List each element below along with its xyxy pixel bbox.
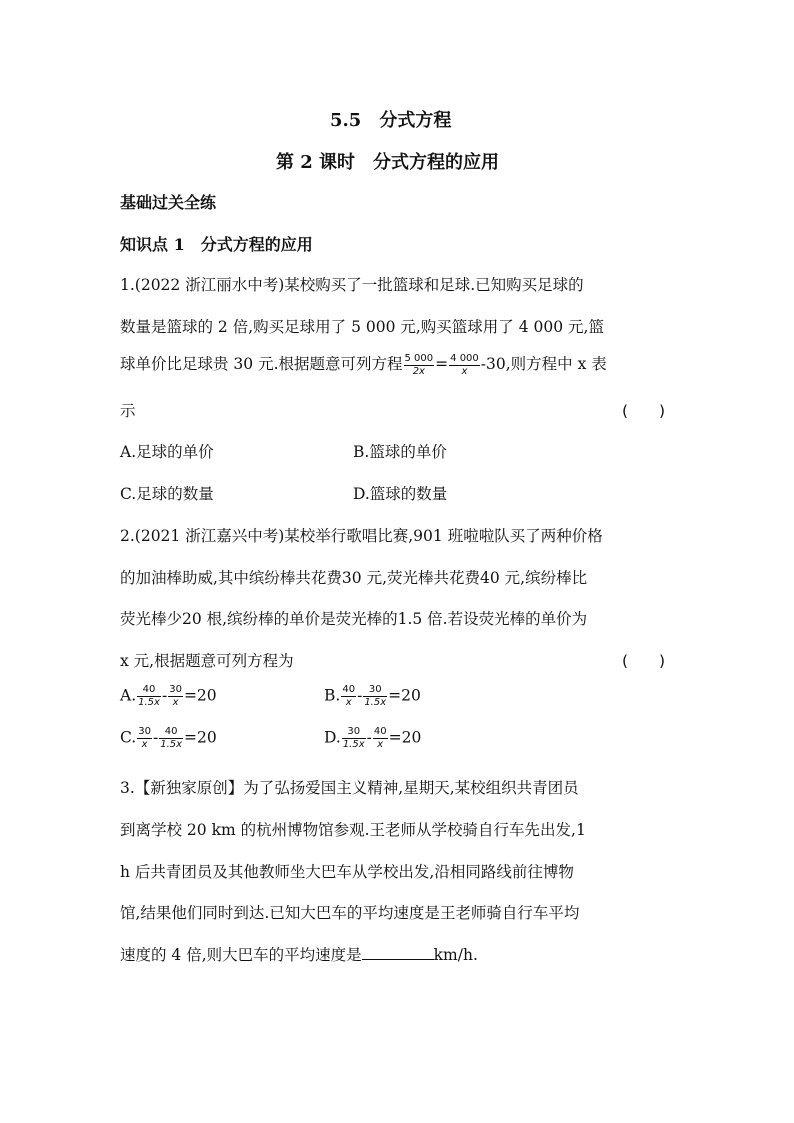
- numerator: 30: [138, 726, 151, 737]
- q2-line-2: 的加油棒助威,其中缤纷棒共花费30 元,荧光棒共花费40 元,缤纷棒比: [120, 569, 588, 587]
- minus-sign: -: [161, 686, 168, 705]
- denominator: 1.5x: [160, 739, 183, 750]
- q1-frac1-denominator: 2x: [412, 365, 425, 377]
- q3-line-5: [120, 943, 478, 965]
- q1-equals: =: [435, 355, 449, 373]
- minus-sign: -: [366, 728, 372, 747]
- denominator: x: [345, 697, 352, 708]
- q1-option-a: A.足球的单价: [120, 443, 214, 461]
- right-hand-side: =20: [184, 728, 217, 747]
- q3-line-4: 馆,结果他们同时到达.已知大巴车的平均速度是王老师骑自行车平均: [120, 904, 580, 922]
- q2-option-d: [324, 726, 421, 751]
- q2-option-b-frac-2: [363, 684, 387, 709]
- q2-option-d-label: D.: [324, 728, 341, 747]
- denominator: 1.5x: [138, 697, 160, 708]
- q1-frac2-numerator: 4 000: [450, 352, 479, 364]
- q1-fraction-2: [449, 353, 480, 378]
- q2-option-a-frac-1: [137, 684, 161, 709]
- denominator: 1.5x: [364, 697, 387, 708]
- numerator: 40: [342, 684, 356, 695]
- q2-option-c-label: C.: [120, 728, 137, 747]
- q2-option-b: [324, 684, 421, 709]
- knowledge-point-title: 知识点 1 分式方程的应用: [120, 235, 313, 254]
- q1-fraction-1: [404, 353, 435, 378]
- q1-line-2: 数量是篮球的 2 倍,购买足球用了 5 000 元,购买篮球用了 4 000 元,篮: [120, 318, 604, 336]
- q1-line-3: [120, 352, 607, 378]
- q2-option-a: [120, 684, 217, 709]
- numerator: 30: [363, 684, 387, 697]
- q1-line-1: 1.(2022 浙江丽水中考)某校购买了一批篮球和足球.已知购买足球的: [120, 276, 584, 294]
- lesson-title: 第 2 课时 分式方程的应用: [276, 152, 500, 173]
- q2-option-b-label: B.: [324, 686, 341, 705]
- q2-option-a-frac-2: [168, 684, 183, 709]
- q3-line-5-prefix: 速度的 4 倍,则大巴车的平均速度是: [120, 946, 362, 964]
- numerator: 30: [342, 726, 366, 739]
- q2-answer-paren: ( ): [622, 652, 666, 670]
- q1-line-3-suffix: -30,则方程中 x 表: [480, 355, 607, 373]
- q2-line-4: x 元,根据题意可列方程为: [120, 652, 294, 670]
- q2-option-d-frac-2: [373, 726, 388, 751]
- minus-sign: -: [152, 728, 159, 747]
- q2-option-b-frac-1: [341, 684, 356, 709]
- right-hand-side: =20: [388, 686, 421, 705]
- q1-line-4: 示: [120, 402, 136, 420]
- q2-option-c: [120, 726, 217, 751]
- numerator: 30: [169, 684, 182, 695]
- q2-line-3: 荧光棒少20 根,缤纷棒的单价是荧光棒的1.5 倍.若设荧光棒的单价为: [120, 610, 588, 628]
- denominator: x: [377, 739, 384, 750]
- denominator: x: [141, 739, 148, 750]
- q3-line-5-suffix: km/h.: [433, 946, 478, 964]
- section-title: 5.5 分式方程: [330, 110, 452, 131]
- q1-frac2-denominator: x: [461, 365, 468, 377]
- q1-option-b: B.篮球的单价: [353, 443, 447, 461]
- q2-option-c-frac-1: [137, 726, 152, 751]
- right-hand-side: =20: [183, 686, 217, 705]
- q2-option-c-frac-2: [159, 726, 183, 751]
- denominator: x: [172, 697, 179, 708]
- q1-line-3-prefix: 球单价比足球贵 30 元.根据题意可列方程: [120, 355, 403, 373]
- q1-answer-paren: ( ): [622, 402, 666, 420]
- q3-line-2: 到离学校 20 km 的杭州博物馆参观.王老师从学校骑自行车先出发,1: [120, 821, 586, 839]
- q1-frac1-numerator: 5 000: [404, 352, 434, 364]
- q2-line-1: 2.(2021 浙江嘉兴中考)某校举行歌唱比赛,901 班啦啦队买了两种价格: [120, 527, 603, 545]
- numerator: 40: [159, 726, 183, 739]
- minus-sign: -: [357, 686, 363, 705]
- practice-label: 基础过关全练: [120, 193, 217, 212]
- q3-line-3: h 后共青团员及其他教师坐大巴车从学校出发,沿相同路线前往博物: [120, 863, 574, 881]
- right-hand-side: =20: [388, 728, 422, 747]
- q3-answer-blank[interactable]: [362, 944, 434, 960]
- q3-line-1: 3.【新独家原创】为了弘扬爱国主义精神,星期天,某校组织共青团员: [120, 779, 579, 797]
- numerator: 40: [373, 726, 387, 737]
- q2-option-d-frac-1: [342, 726, 366, 751]
- numerator: 40: [137, 684, 161, 697]
- q1-option-c: C.足球的数量: [120, 485, 214, 503]
- q2-option-a-label: A.: [120, 686, 137, 705]
- q1-option-d: D.篮球的数量: [353, 485, 448, 503]
- denominator: 1.5x: [342, 739, 365, 750]
